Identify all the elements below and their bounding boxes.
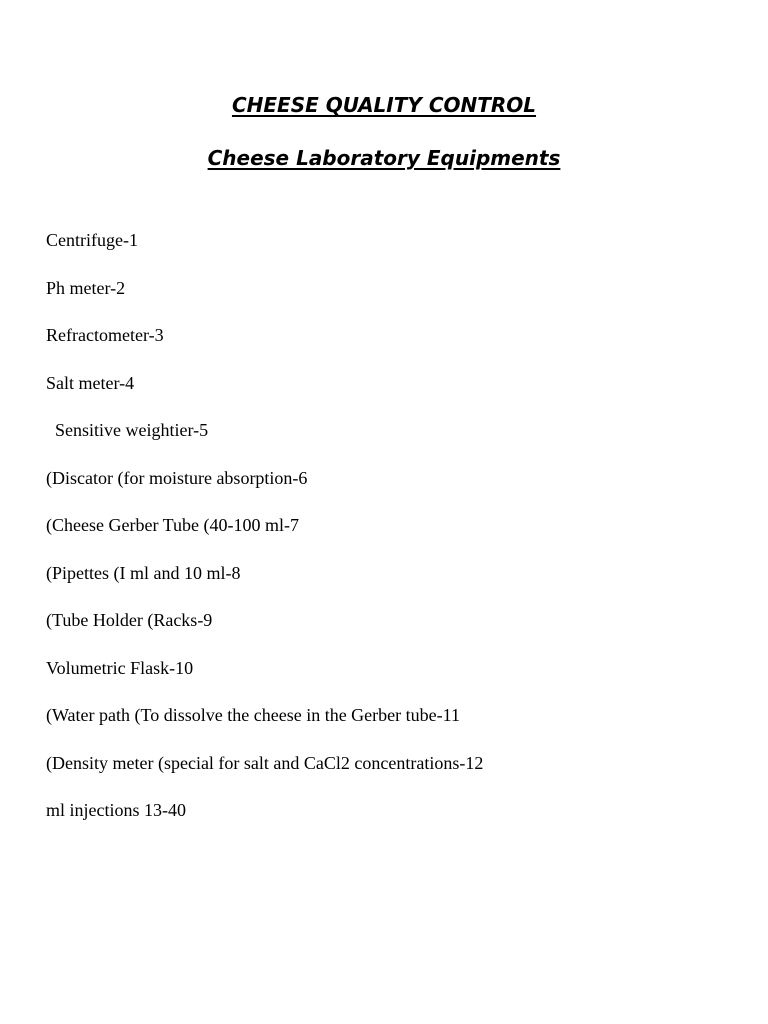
list-item: (Tube Holder (Racks-9 bbox=[46, 610, 213, 630]
list-item: Refractometer-3 bbox=[46, 325, 164, 345]
list-item: Sensitive weightier-5 bbox=[46, 420, 209, 440]
list-item: (Cheese Gerber Tube (40-100 ml-7 bbox=[46, 515, 299, 535]
document-title: CHEESE QUALITY CONTROL bbox=[231, 93, 537, 117]
list-item: ml injections 13-40 bbox=[46, 800, 186, 820]
list-item: (Pipettes (I ml and 10 ml-8 bbox=[46, 562, 241, 583]
list-item: (Water path (To dissolve the cheese in the Gerber tube-11 bbox=[46, 705, 460, 725]
list-item: Salt meter-4 bbox=[46, 372, 135, 393]
list-item: Centrifuge-1 bbox=[46, 230, 138, 250]
list-item: Ph meter-2 bbox=[46, 277, 126, 298]
document-subtitle: Cheese Laboratory Equipments bbox=[207, 146, 561, 170]
equipment-list bbox=[46, 228, 483, 846]
list-item: (Discator (for moisture absorption-6 bbox=[46, 467, 308, 488]
list-item: Volumetric Flask-10 bbox=[46, 657, 194, 678]
list-item: (Density meter (special for salt and CaCl2 concentrations-12 bbox=[46, 752, 484, 773]
